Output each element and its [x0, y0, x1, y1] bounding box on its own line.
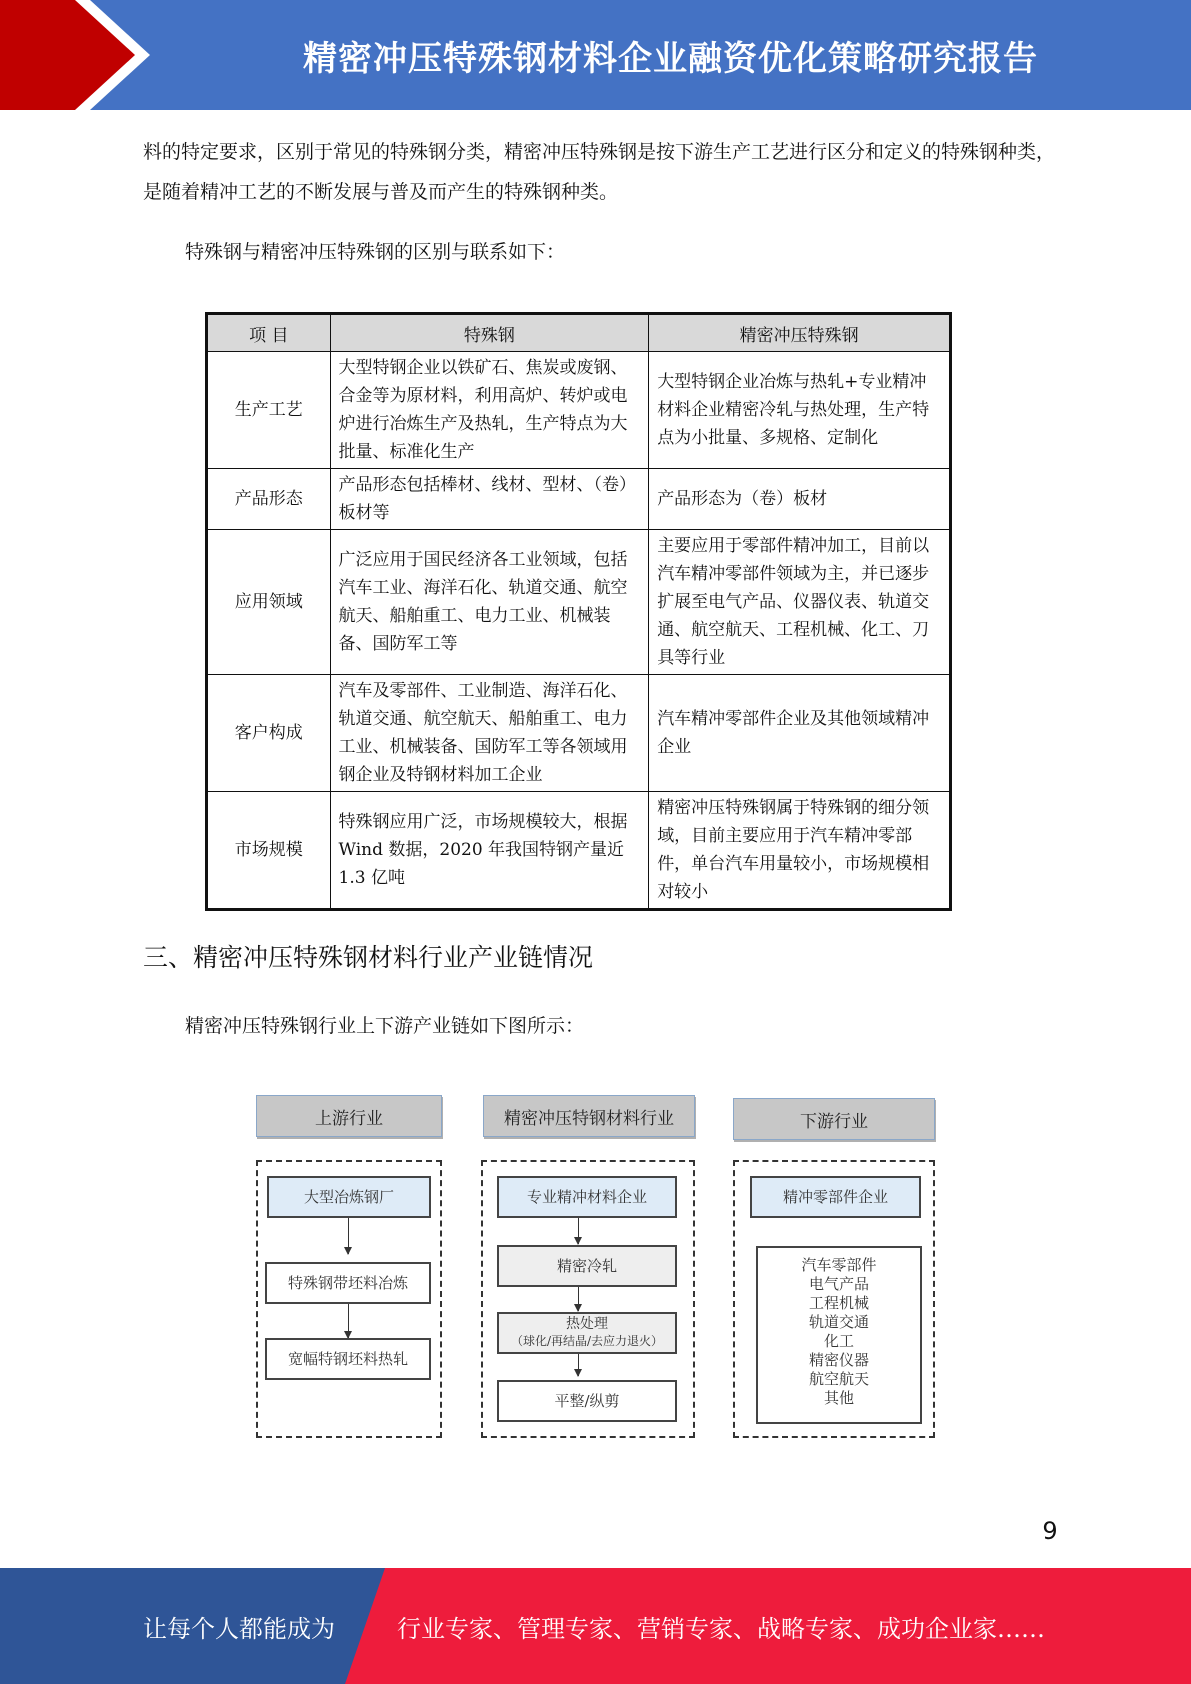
row-item: 应用领域	[207, 530, 331, 675]
arrow-icon	[578, 1354, 579, 1376]
table-row	[207, 352, 951, 469]
footer-slogan-left: 让每个人都能成为	[143, 1614, 335, 1643]
list-item: 其他	[823, 1389, 854, 1407]
row-precision-steel: 产品形态为（卷）板材	[649, 469, 951, 530]
header-special-steel: 特殊钢	[330, 314, 649, 352]
list-item: 电气产品	[808, 1275, 869, 1293]
row-item: 生产工艺	[207, 352, 331, 469]
row-precision-steel: 主要应用于零部件精冲加工，目前以汽车精冲零部件领域为主，并已逐步扩展至电气产品、仪器仪表、轨道交通、航空航天、工程机械、化工、刀具等行业	[649, 530, 951, 675]
list-item: 工程机械	[808, 1294, 869, 1312]
header-chevron-icon	[0, 0, 160, 110]
table-row	[207, 792, 951, 910]
midstream-header: 精密冲压特钢材料行业	[483, 1095, 695, 1137]
row-item: 客户构成	[207, 675, 331, 792]
list-item: 汽车零部件	[801, 1256, 877, 1274]
midstream-box-levelling: 平整/纵剪	[497, 1380, 677, 1422]
list-item: 轨道交通	[808, 1313, 869, 1331]
industry-chain-diagram	[250, 1090, 940, 1445]
list-item: 精密仪器	[808, 1351, 869, 1369]
row-special-steel: 产品形态包括棒材、线材、型材、（卷）板材等	[330, 469, 649, 530]
midstream-box-company: 专业精冲材料企业	[497, 1176, 677, 1218]
row-item: 市场规模	[207, 792, 331, 910]
arrow-icon	[578, 1218, 579, 1244]
table-row	[207, 675, 951, 792]
arrow-icon	[348, 1304, 349, 1338]
upstream-box-hot-rolling: 宽幅特钢坯料热轧	[265, 1338, 431, 1380]
arrow-icon	[348, 1218, 349, 1254]
list-item: 化工	[823, 1332, 854, 1350]
row-precision-steel: 大型特钢企业冶炼与热轧+专业精冲材料企业精密冷轧与热处理，生产特点为小批量、多规格、定制化	[649, 352, 951, 469]
row-precision-steel: 精密冲压特殊钢属于特殊钢的细分领域，目前主要应用于汽车精冲零部件，单台汽车用量较小，市场规模相对较小	[649, 792, 951, 910]
section-heading: 三、精密冲压特殊钢材料行业产业链情况	[143, 943, 594, 972]
upstream-box-smelting: 特殊钢带坯料冶炼	[265, 1262, 431, 1304]
paragraph-intro: 料的特定要求，区别于常见的特殊钢分类，精密冲压特殊钢是按下游生产工艺进行区分和定义的特殊钢种类，是随着精冲工艺的不断发展与普及而产生的特殊钢种类。	[143, 141, 1056, 203]
page-number: 9	[1042, 1517, 1058, 1545]
downstream-header: 下游行业	[733, 1098, 935, 1140]
table-row	[207, 469, 951, 530]
row-special-steel: 汽车及零部件、工业制造、海洋石化、轨道交通、航空航天、船舶重工、电力工业、机械装备、国防军工等各领域用钢企业及特钢材料加工企业	[330, 675, 649, 792]
list-item: 航空航天	[808, 1370, 869, 1388]
row-special-steel: 特殊钢应用广泛，市场规模较大，根据 Wind 数据，2020 年我国特钢产量近 1.3 亿吨	[330, 792, 649, 910]
header-item: 项 目	[207, 314, 331, 352]
arrow-icon	[578, 1287, 579, 1311]
heat-treatment-detail: （球化/再结晶/去应力退火）	[510, 1334, 664, 1348]
upstream-header: 上游行业	[256, 1095, 442, 1137]
footer-bar	[0, 1568, 1191, 1684]
heat-treatment-label: 热处理	[566, 1316, 608, 1332]
row-precision-steel: 汽车精冲零部件企业及其他领域精冲企业	[649, 675, 951, 792]
header-bar	[0, 0, 1191, 110]
report-title: 精密冲压特殊钢材料企业融资优化策略研究报告	[303, 38, 1038, 79]
header-precision-steel: 精密冲压特殊钢	[649, 314, 951, 352]
table-row	[207, 530, 951, 675]
midstream-box-cold-rolling: 精密冷轧	[497, 1245, 677, 1287]
downstream-application-list	[756, 1246, 922, 1424]
paragraph-chain-intro: 精密冲压特殊钢行业上下游产业链如下图所示：	[185, 1015, 585, 1037]
row-item: 产品形态	[207, 469, 331, 530]
row-special-steel: 大型特钢企业以铁矿石、焦炭或废钢、合金等为原材料，利用高炉、转炉或电炉进行冶炼生产及热轧，生产特点为大批量、标准化生产	[330, 352, 649, 469]
row-special-steel: 广泛应用于国民经济各工业领域，包括汽车工业、海洋石化、轨道交通、航空航天、船舶重工、电力工业、机械装备、国防军工等	[330, 530, 649, 675]
comparison-table	[205, 312, 952, 911]
downstream-box-company: 精冲零部件企业	[750, 1176, 921, 1218]
upstream-box-smelter: 大型冶炼钢厂	[267, 1176, 431, 1218]
footer-slogan-right: 行业专家、管理专家、营销专家、战略专家、成功企业家……	[397, 1614, 1045, 1643]
paragraph-table-intro: 特殊钢与精密冲压特殊钢的区别与联系如下：	[185, 241, 566, 263]
table-header-row	[207, 314, 951, 352]
midstream-box-heat-treatment	[497, 1312, 677, 1354]
